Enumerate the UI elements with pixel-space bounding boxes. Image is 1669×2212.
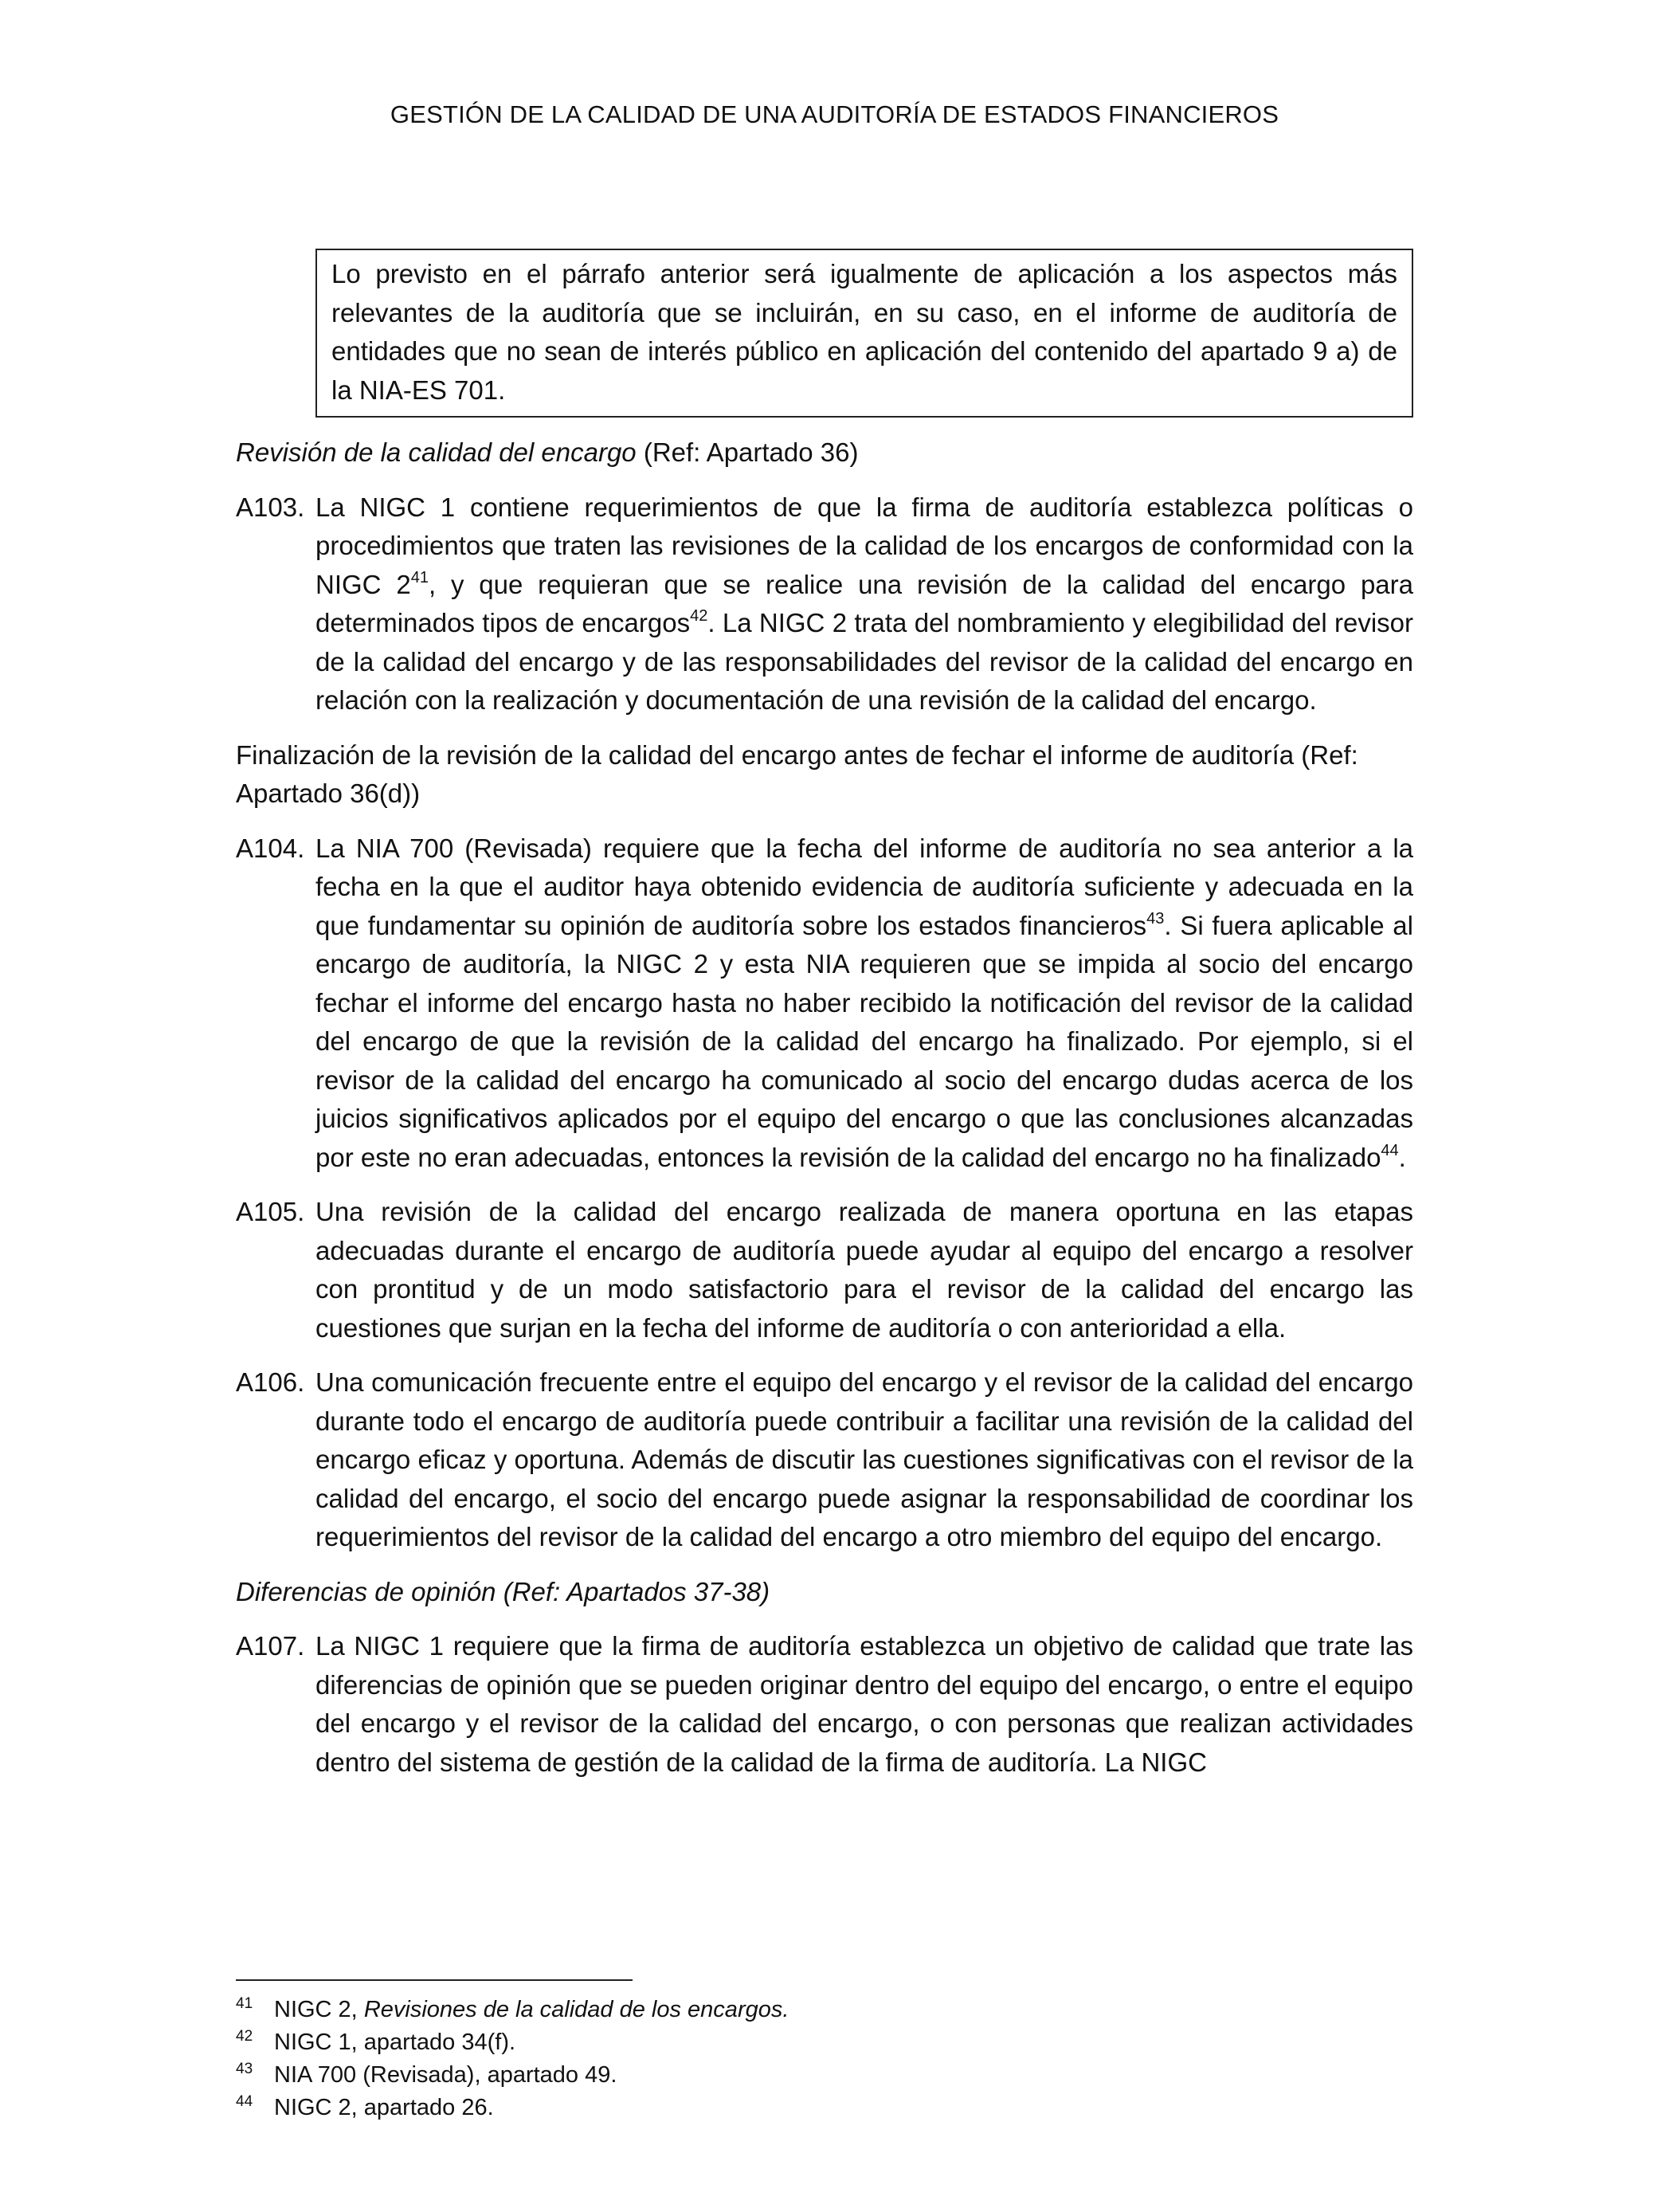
footnote-number: 43 [236,2061,253,2077]
section-heading-differences [236,1573,1413,1612]
paragraph-a107 [236,1627,1413,1782]
footnote-42 [236,2026,1413,2059]
paragraph-number: A106. [236,1367,305,1397]
footnote-text: NIA 700 (Revisada), apartado 49. [274,2062,617,2088]
footnote-ref-41[interactable]: 41 [410,568,429,586]
boxed-note: Lo previsto en el párrafo anterior será igualmente de aplicación a los aspectos más relevantes de la auditoría que se incluirán, en su caso, en el informe de auditoría de entidades que no sean de interés público en aplicación del contenido del apartado 9 a) de la NIA-ES 701. [315,249,1413,418]
footnote-41 [236,1994,1413,2026]
footnote-ref-42[interactable]: 42 [690,607,708,625]
footnote-separator [236,1979,633,1981]
footnote-44 [236,2092,1413,2124]
section-heading-title: Revisión de la calidad del encargo [236,437,637,467]
paragraph-text [315,830,1413,1178]
footnote-number: 44 [236,2093,253,2110]
paragraph-a104 [236,830,1413,1178]
footnote-number: 41 [236,1995,253,2012]
running-header: GESTIÓN DE LA CALIDAD DE UNA AUDITORÍA DE ESTADOS FINANCIEROS [390,100,1279,128]
footnote-text-plain: NIGC 2, [274,1997,364,2022]
section-heading-completion: Finalización de la revisión de la calidad del encargo antes de fechar el informe de auditoría (Ref: Apartado 36(d)) [236,739,1358,808]
paragraph-text-part: La NIA 700 (Revisada) requiere que la fecha del informe de auditoría no sea anterior a la fecha en la que el auditor haya obtenido evidencia de auditoría suficiente y adecuada en la que fundamentar su opinión de auditoría sobre los estados financieros [315,833,1413,940]
paragraph-text-part: La NIGC 1 contiene requerimientos de que la firma de auditoría establezca políticas o procedimientos que traten las revisiones de la calidad de los encargos de conformidad con la NIGC 2 [315,492,1413,599]
paragraph-text [315,488,1413,720]
footnote-43 [236,2059,1413,2092]
paragraph-number: A103. [236,492,305,522]
paragraph-text-part: , y que requieran que se realice una revisión de la calidad del encargo para determinados tipos de encargos [315,569,1414,637]
footnote-ref-44[interactable]: 44 [1381,1141,1399,1159]
footnote-ref-43[interactable]: 43 [1146,909,1165,928]
footnote-number: 42 [236,2028,253,2045]
footnote-text: NIGC 1, apartado 34(f). [274,2030,516,2055]
footnote-text-italic: Revisiones de la calidad de los encargos. [363,1997,789,2022]
section-heading-title: Diferencias de opinión (Ref: Apartados 37-38) [236,1576,770,1606]
paragraph-text-part: . La NIGC 2 trata del nombramiento y elegibilidad del revisor de la calidad del encargo y de las responsabilidades del revisor de la calidad del encargo en relación con la realización y documentación de una revisión de la calidad del encargo. [315,608,1413,715]
paragraph-a106 [236,1363,1413,1557]
paragraph-text: Una revisión de la calidad del encargo realizada de manera oportuna en las etapas adecuadas durante el encargo de auditoría puede ayudar al equipo del encargo a resolver con prontitud y de un modo satisfactorio para el revisor de la calidad del encargo las cuestiones que surjan en la fecha del informe de auditoría o con anterioridad a ella. [315,1197,1413,1343]
footnotes [236,1994,1413,2124]
paragraph-a103 [236,488,1413,720]
footnote-text [274,1994,789,2026]
paragraph-a105 [236,1193,1413,1347]
paragraph-text: Una comunicación frecuente entre el equipo del encargo y el revisor de la calidad del encargo durante todo el encargo de auditoría puede contribuir a facilitar una revisión de la calidad del encargo eficaz y oportuna. Además de discutir las cuestiones significativas con el revisor de la calidad del encargo, el socio del encargo puede asignar la responsabilidad de coordinar los requerimientos del revisor de la calidad del encargo a otro miembro del equipo del encargo. [315,1367,1413,1551]
footnote-text: NIGC 2, apartado 26. [274,2095,494,2120]
paragraph-text: La NIGC 1 requiere que la firma de auditoría establezca un objetivo de calidad que trate las diferencias de opinión que se pueden originar dentro del equipo del encargo, o entre el equipo del encargo y el revisor de la calidad del encargo, o con personas que realizan actividades dentro del sistema de gestión de la calidad de la firma de auditoría. La NIGC [315,1631,1413,1777]
paragraph-number: A107. [236,1631,305,1661]
section-heading-quality-review [236,433,1413,473]
paragraph-text-part: . Si fuera aplicable al encargo de auditoría, la NIGC 2 y esta NIA requieren que se impida al socio del encargo fechar el informe del encargo hasta no haber recibido la notificación del revisor de la calidad del encargo de que la revisión de la calidad del encargo ha finalizado. Por ejemplo, si el revisor de la calidad del encargo ha comunicado al socio del encargo dudas acerca de los juicios significativos aplicados por el equipo del encargo o que las conclusiones alcanzadas por este no eran adecuadas, entonces la revisión de la calidad del encargo no ha finalizado [315,910,1413,1172]
page-body [236,249,1413,1798]
paragraph-text-part: . [1398,1142,1406,1172]
paragraph-number: A105. [236,1197,305,1226]
paragraph-number: A104. [236,833,305,863]
section-heading-ref: (Ref: Apartado 36) [636,437,859,467]
